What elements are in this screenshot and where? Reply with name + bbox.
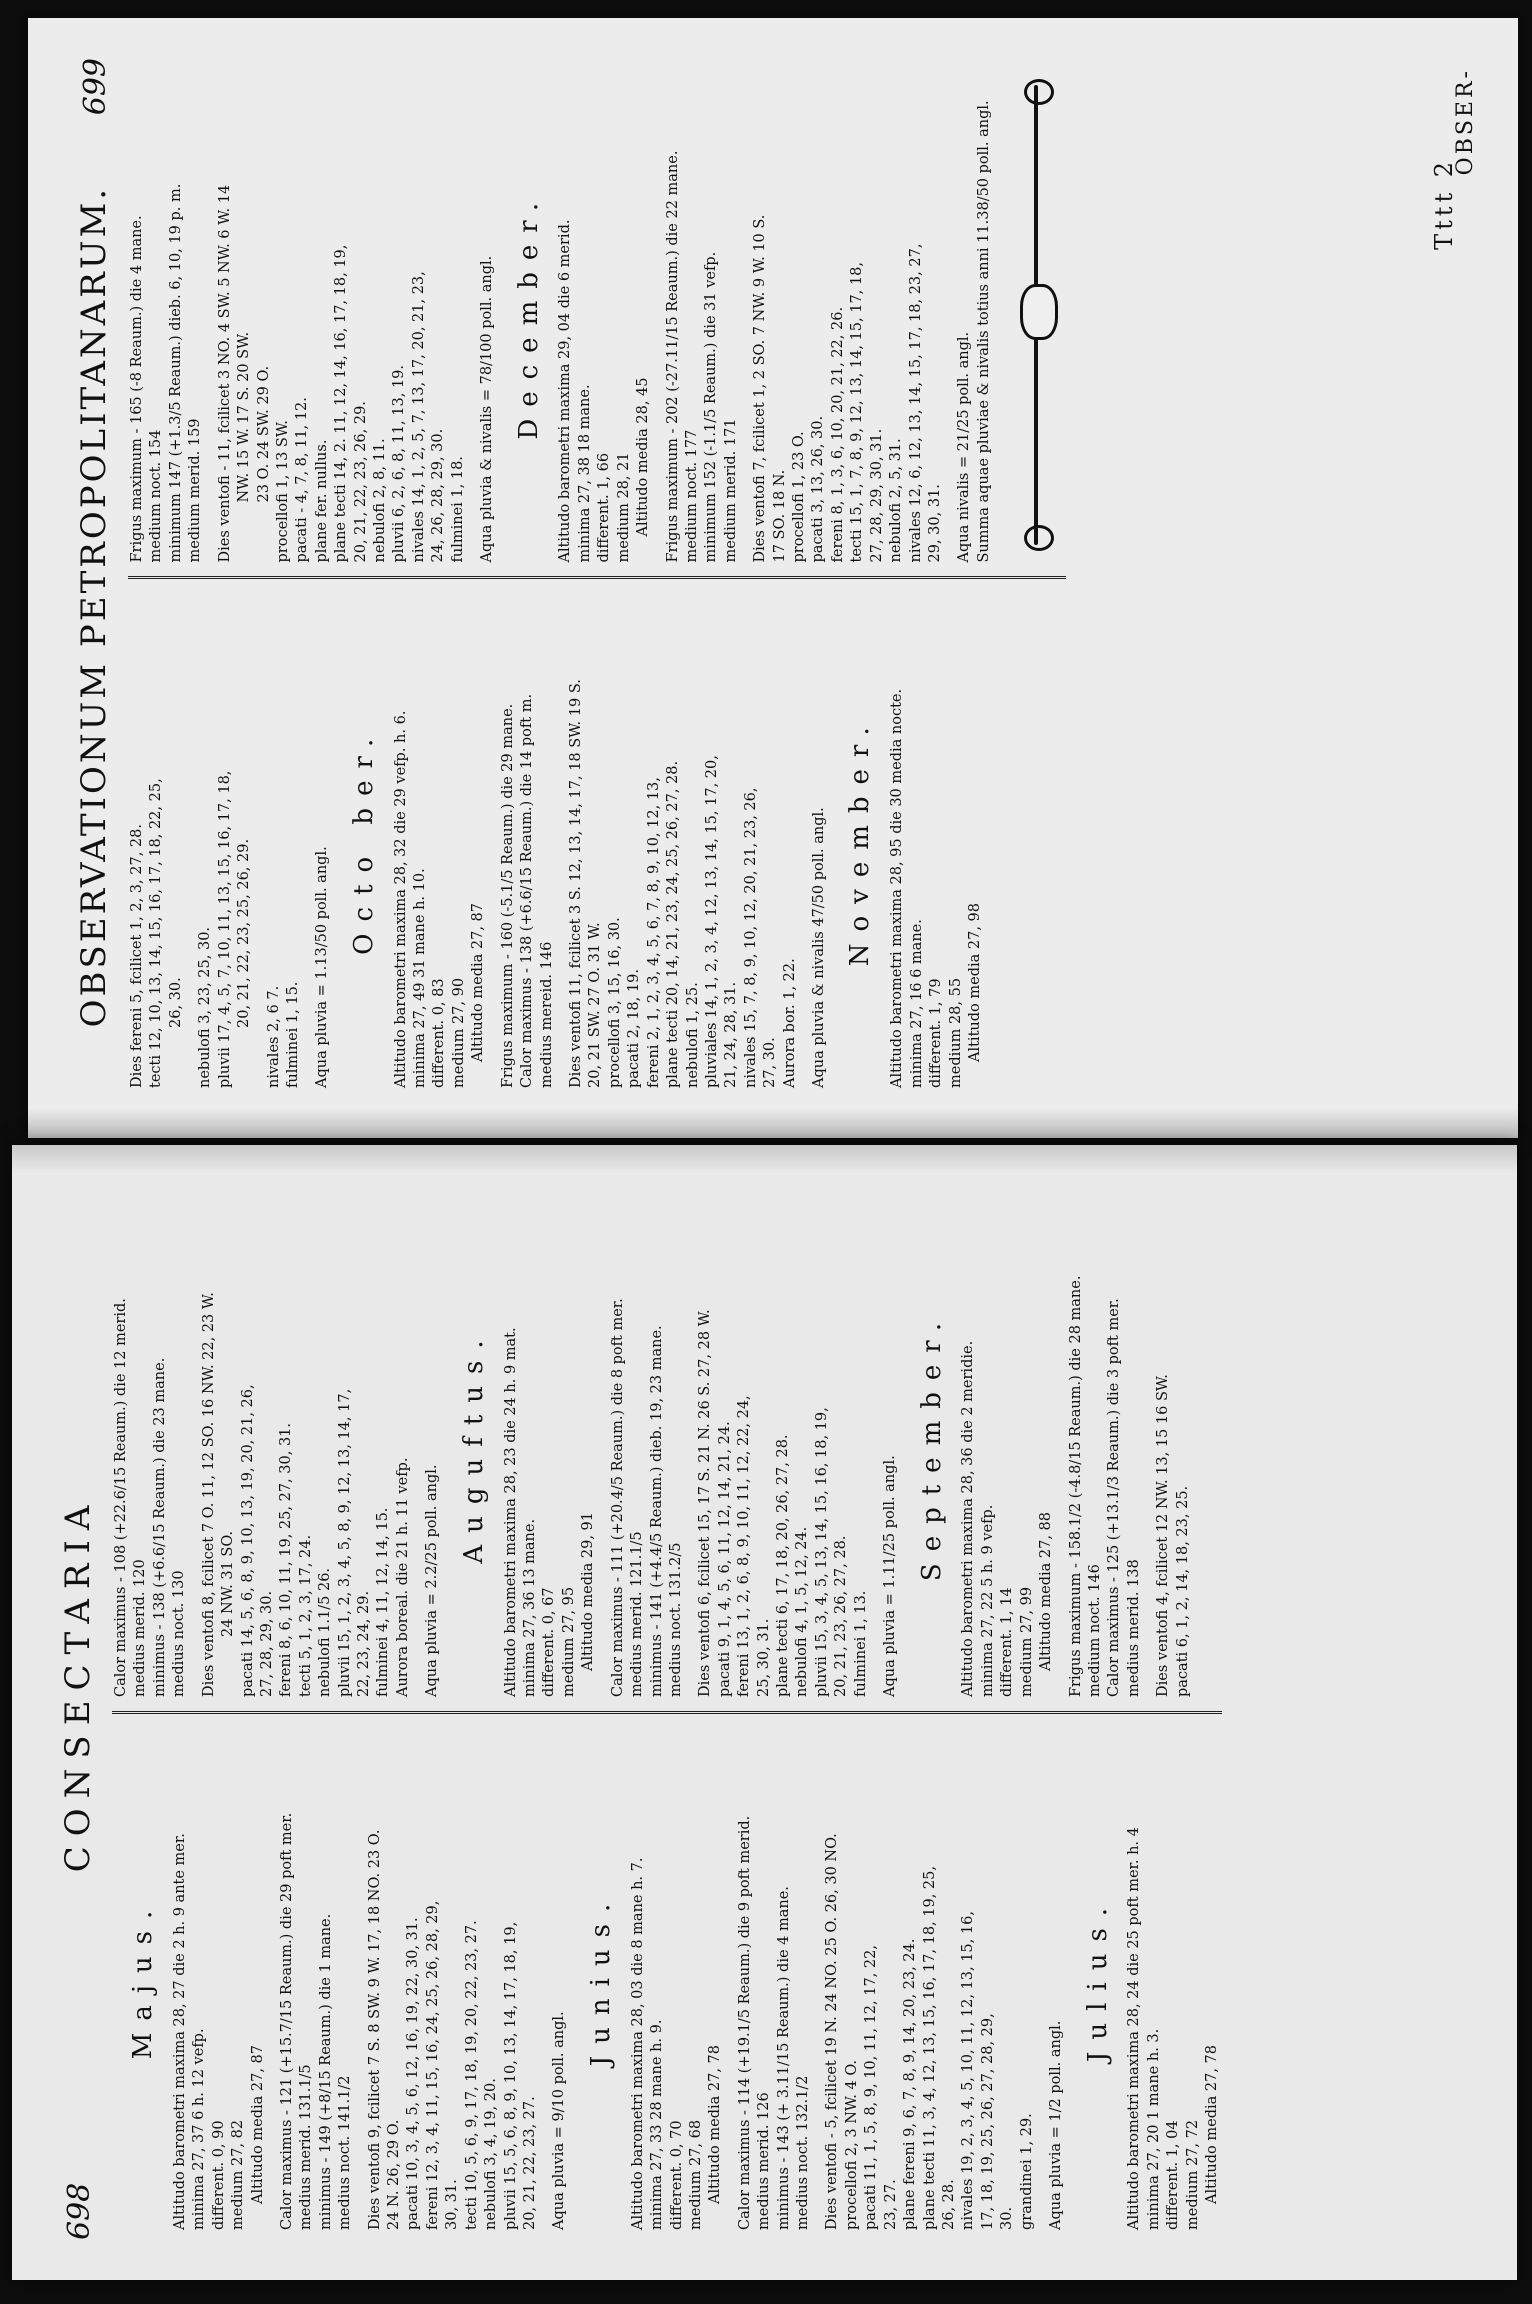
text-line: Altitudo barometri maxima 28, 95 die 30 media nocte.	[889, 688, 906, 1088]
text-line: medius merid. 121.1/5	[629, 1531, 646, 1697]
page-header	[52, 1165, 102, 2260]
text-line: 22, 23, 24, 29.	[356, 1590, 373, 1697]
text-line: Altitudo media 27, 98	[967, 903, 983, 1062]
text-line: different. 1, 66	[596, 452, 613, 563]
text-line: pacati 2, 18, 19.	[626, 969, 643, 1088]
text-line: pluvii 6, 2, 6, 8, 11, 13, 19.	[391, 364, 408, 563]
text-line: 23, 27.	[882, 2179, 899, 2230]
text-line: Altitudo barometri maxima 28, 32 die 29 vefp. h. 6.	[392, 710, 409, 1088]
month-heading-december: December.	[513, 190, 544, 440]
text-line: Calor maximus - 138 (+6.6/15 Reaum.) die 14 poft m.	[519, 693, 536, 1088]
text-line: pluvii 15, 3, 4, 5, 13, 14, 15, 16, 18, 19,	[813, 1407, 830, 1697]
text-line: fereni 2, 1, 2, 3, 4, 5, 6, 7, 8, 9, 10, 12, 13,	[645, 777, 662, 1088]
text-line: Aqua pluvia & nivalis 47/50 poll. angl.	[811, 807, 828, 1088]
text-line: Frigus maximum - 202 (-27.11/15 Reaum.) die 22 mane.	[664, 150, 681, 563]
text-line: pluvii 15, 1, 2, 3, 4, 5, 8, 9, 12, 13, 14, 17,	[336, 1388, 353, 1697]
text-line: different. 0, 70	[668, 2120, 685, 2230]
text-line: different. 1, 04	[1165, 2120, 1182, 2230]
text-line: 30, 31.	[444, 2179, 461, 2230]
text-line: medium noct. 154	[148, 429, 165, 563]
text-line: Altitudo barometri maxima 28, 23 die 24 h. 9 mat.	[502, 1327, 519, 1697]
text-line: Aqua pluvia = 1/2 poll. angl.	[1048, 2020, 1065, 2230]
text-line: 17, 18, 19, 25, 26, 27, 28, 29,	[979, 2013, 996, 2230]
text-line: medium 28, 55	[947, 977, 964, 1088]
text-line: plane fereni 9, 6, 7, 8, 9, 14, 20, 23, 24.	[902, 1938, 919, 2230]
text-line: medius merid. 126	[756, 2092, 773, 2230]
text-line: procellofi 2, 3 NW. 4 O.	[843, 2060, 860, 2230]
text-line: medius noct. 131.2/5	[667, 1542, 684, 1697]
text-line: minimum 147 (+1.3/5 Reaum.) dieb. 6, 10, 19 p. m.	[167, 183, 184, 563]
text-line: 27, 28, 29, 30, 31.	[868, 428, 885, 563]
ornament-curl-left	[1024, 525, 1054, 551]
text-line: fulminei 1, 15.	[284, 981, 301, 1088]
november-continued	[128, 68, 498, 563]
text-line: minima 27, 49 31 mane h. 10.	[412, 868, 429, 1088]
text-line: minima 27, 36 13 mane.	[522, 1518, 538, 1697]
signature-mark: Tttt 2	[1430, 158, 1458, 250]
text-line: medium merid. 159	[187, 418, 204, 563]
text-line: Altitudo media 29, 91	[580, 1512, 597, 1671]
text-line: tecti 12, 10, 13, 14, 15, 16, 17, 18, 22, 25,	[148, 778, 165, 1088]
running-head: OBSERVATIONUM PETROPOLITANARUM.	[74, 185, 114, 1028]
text-line: 27, 30.	[762, 1037, 779, 1088]
text-line: procellofi 1, 13 SW.	[274, 420, 291, 563]
text-line: medius merid. 138	[1125, 1559, 1142, 1697]
text-line: medium 27, 82	[230, 2119, 247, 2230]
month-heading-september: September.	[916, 1310, 947, 1582]
text-line: Aurora boreal. die 21 h. 11 vefp.	[394, 1457, 411, 1697]
text-line: nebulofi 2, 5, 31.	[888, 438, 905, 563]
page-number: 699	[78, 58, 113, 116]
text-line: Aqua nivalis = 21/25 poll. angl.	[956, 331, 973, 563]
text-line: 30.	[999, 2206, 1016, 2230]
text-line: 17 SO. 18 N.	[771, 469, 788, 563]
text-line: 23 O. 24 SW. 29 O.	[255, 365, 272, 503]
text-line: Aurora bor. 1, 22.	[781, 958, 798, 1088]
text-line: nebulofi 4, 1, 5, 12, 24.	[794, 1526, 811, 1697]
text-line: 24 NW. 31 SO.	[220, 1531, 237, 1637]
text-line: medium 27, 95	[560, 1586, 577, 1697]
text-line: medius noct. 141.1/2	[337, 2075, 354, 2230]
text-line: Aqua pluvia = 1.11/25 poll. angl.	[882, 1455, 899, 1697]
august-block	[502, 1195, 901, 1697]
text-line: Altitudo media 27, 88	[1038, 1512, 1055, 1671]
text-line: pacati 9, 1, 4, 5, 6, 11, 12, 14, 21, 24.	[716, 1421, 733, 1697]
month-heading-june: Junius.	[585, 1891, 616, 2067]
text-line: medium 27, 99	[1018, 1586, 1035, 1697]
december-block	[556, 68, 994, 563]
text-line: 20, 21, 22, 23, 25, 26, 29.	[236, 838, 253, 1028]
text-line: fulminei 4, 11, 12, 14, 15.	[375, 1507, 392, 1697]
text-line: minimus - 149 (+8/15 Reaum.) die 1 mane.	[317, 1913, 334, 2230]
text-line: fulminei 1, 18.	[449, 456, 466, 563]
text-line: nivales 19, 2, 3, 4, 5, 10, 11, 12, 13, 15, 16,	[960, 1911, 977, 2230]
text-line: fulminei 1, 13.	[852, 1590, 869, 1697]
text-line: 26, 28.	[941, 2179, 957, 2230]
text-line: Frigus maximum - 160 (-5.1/5 Reaum.) die 29 mane.	[499, 703, 516, 1088]
text-line: nivales 15, 7, 8, 9, 10, 12, 20, 21, 23, 26,	[742, 787, 759, 1088]
text-line: 24 N. 26, 29 O.	[386, 2119, 403, 2230]
text-line: plane tecti 20, 14, 21, 23, 24, 25, 26, 27, 28.	[665, 760, 682, 1088]
text-line: medius merid. 131.1/5	[298, 2064, 315, 2230]
text-line: Calor maximus - 114 (+19.1/5 Reaum.) die 9 poft merid.	[736, 1815, 753, 2230]
text-line: fereni 8, 6, 10, 11, 19, 25, 27, 30, 31.	[278, 1422, 295, 1697]
text-line: Dies ventofi 9, fcilicet 7 S. 8 SW. 9 W. 17, 18 NO. 23 O.	[366, 1829, 383, 2230]
text-line: Aqua pluvia = 9/10 poll. angl.	[551, 2011, 568, 2230]
text-line: Altitudo barometri maxima 28, 03 die 8 mane h. 7.	[629, 1857, 646, 2230]
page-number: 698	[62, 2182, 97, 2240]
text-line: Dies ventofi 6, fcilicet 15, 17 S. 21 N. 26 S. 27, 28 W.	[697, 1309, 714, 1697]
text-line: different. 0, 90	[210, 2120, 227, 2230]
text-line: Dies ventofi 4, fcilicet 12 NW. 13, 15 16 SW.	[1155, 1374, 1172, 1697]
text-line: minimus - 143 (+ 3.11/15 Reaum.) die 4 mane.	[775, 1886, 792, 2230]
text-line: pacati - 4, 7, 8, 11, 12.	[294, 397, 311, 563]
text-line: minima 27, 37 6 h. 12 vefp.	[191, 2028, 208, 2230]
page-698	[12, 1145, 1517, 2280]
text-line: Dies fereni 5, fcilicet 1, 2, 3, 27, 28.	[129, 824, 145, 1088]
text-line: nebulofi 1, 25.	[684, 982, 701, 1088]
text-line: Aqua pluvia = 2.2/25 poll. angl.	[424, 1464, 441, 1697]
text-line: nivales 12, 6, 12, 13, 14, 15, 17, 18, 23, 27,	[907, 243, 924, 563]
text-line: medium 28, 21	[615, 452, 632, 563]
text-line: Altitudo media 28, 45	[635, 377, 652, 537]
text-line: pacati 10, 3, 4, 5, 6, 12, 16, 19, 22, 30, 31.	[405, 1917, 422, 2230]
text-line: Dies ventofi 11, fcilicet 3 S. 12, 13, 14, 17, 18 SW. 19 S.	[568, 679, 584, 1088]
text-line: Summa aquae pluviae & nivalis totius anni 11.38/50 poll. angl.	[975, 100, 992, 563]
text-line: plane tecti 6, 17, 18, 20, 26, 27, 28.	[775, 1434, 792, 1697]
text-line: plane fer. nullus.	[313, 439, 330, 563]
july-block	[1125, 1728, 1222, 2230]
text-line: minima 27, 38 18 mane.	[576, 384, 593, 563]
text-line: different. 1, 79	[928, 978, 945, 1088]
page-698-content	[52, 1165, 1482, 2260]
two-columns	[102, 1165, 1222, 2260]
text-line: tecti 15, 1, 7, 8, 9, 12, 13, 14, 15, 17, 18,	[849, 262, 866, 563]
text-line: medius noct. 132.1/2	[795, 2075, 812, 2230]
month-heading-october: Octo ber.	[348, 726, 379, 955]
may-block	[171, 1728, 570, 2230]
text-line: Frigus maximum - 165 (-8 Reaum.) die 4 mane.	[129, 215, 145, 563]
ornament-knot	[1020, 284, 1058, 340]
text-line: plane tecti 14, 2. 11, 12, 14, 16, 17, 18, 19,	[333, 244, 350, 563]
text-line: grandinei 1, 29.	[1018, 2113, 1035, 2230]
text-line: Calor maximus - 111 (+20.4/5 Reaum.) die 8 poft mer.	[609, 1298, 626, 1697]
text-line: Calor maximus - 125 (+13.1/3 Reaum.) die 3 poft mer.	[1106, 1298, 1123, 1697]
text-line: pacati 14, 5, 6, 8, 9, 10, 13, 19, 20, 21, 26,	[239, 1384, 256, 1697]
text-line: minimus - 138 (+6.6/15 Reaum.) die 23 mane.	[151, 1357, 168, 1697]
text-line: pacati 6, 1, 2, 14, 18, 23, 25.	[1174, 1485, 1191, 1697]
text-line: minima 27, 22 5 h. 9 vefp.	[979, 1504, 996, 1697]
text-line: pacati 3, 13, 26, 30.	[810, 415, 827, 563]
november-block	[888, 594, 985, 1089]
text-line: 20, 21 SW. 27 O. 31 W.	[587, 922, 604, 1088]
text-line: minima 27, 16 6 mane.	[908, 919, 925, 1088]
text-line: Altitudo media 27, 78	[1204, 2045, 1221, 2204]
month-heading-may: Majus.	[128, 1898, 158, 2060]
ornament-rule	[1016, 85, 1056, 545]
text-line: nebulofi 3, 23, 25, 30.	[197, 926, 214, 1088]
ornament-curl-right	[1024, 79, 1054, 105]
text-line: 25, 30, 31.	[755, 1618, 772, 1697]
text-line: Altitudo media 27, 78	[707, 2045, 724, 2204]
text-line: medius mereid. 146	[538, 941, 555, 1088]
text-line: 20, 21, 22, 23, 26, 29.	[352, 401, 369, 563]
september-continued	[128, 594, 333, 1089]
text-line: medium noct. 177	[683, 429, 700, 563]
october-block	[392, 594, 830, 1089]
text-line: medium merid. 171	[722, 418, 739, 563]
left-column	[128, 580, 1066, 1103]
right-column	[112, 1181, 1222, 1714]
left-column	[112, 1714, 1222, 2244]
text-line: tecti 5, 1, 2, 3, 17, 24.	[297, 1534, 314, 1697]
text-line: Calor maximus - 121 (+15.7/15 Reaum.) die 29 poft mer.	[278, 1812, 295, 2230]
text-line: 24, 26, 28, 29, 30.	[430, 428, 447, 563]
text-line: 26, 30.	[167, 977, 184, 1028]
month-heading-august: Auguftus.	[458, 1328, 489, 1564]
month-heading-july: Julius.	[1082, 1895, 1113, 2063]
text-line: fereni 13, 1, 2, 6, 8, 9, 10, 11, 12, 22, 24,	[736, 1395, 753, 1697]
text-line: pacati 11, 1, 5, 8, 9, 10, 11, 12, 17, 22,	[863, 1945, 880, 2230]
text-line: minima 27, 20 1 mane h. 3.	[1145, 2028, 1162, 2230]
text-line: medium 27, 72	[1184, 2119, 1201, 2230]
running-head: CONSECTARIA	[58, 1495, 98, 1873]
text-line: medius noct. 130	[171, 1570, 188, 1697]
text-line: medium 27, 90	[450, 977, 467, 1088]
page-header	[68, 38, 118, 1118]
text-line: Dies ventofi - 5, fcilicet 19 N. 24 NO. 25 O. 26, 30 NO.	[824, 1833, 841, 2230]
text-line: 29, 30, 31.	[927, 484, 944, 563]
text-line: Altitudo barometri maxima 28, 36 die 2 meridie.	[960, 1340, 977, 1697]
text-line: nivales 2, 6 7.	[265, 985, 282, 1088]
text-line: 20, 21, 23, 26, 27, 28.	[833, 1535, 850, 1697]
text-line: 20, 21, 22, 23, 27.	[522, 2096, 538, 2230]
text-line: nebulofi 1.1/5 26.	[317, 1567, 334, 1697]
text-line: procellofi 3, 15, 16, 30.	[606, 917, 623, 1088]
text-line: medius merid. 120	[132, 1559, 149, 1697]
july-continued	[112, 1195, 443, 1697]
catchword: OBSER-	[1453, 68, 1478, 176]
text-line: nebulofi 2, 8, 11.	[372, 438, 389, 563]
text-line: minimus - 141 (+4.4/5 Reaum.) dieb. 19, 23 mane.	[648, 1325, 665, 1697]
text-line: pluviales 14, 1, 2, 3, 4, 12, 13, 14, 15, 17, 20,	[703, 755, 720, 1088]
text-line: minimum 152 (-1.1/5 Reaum.) die 31 vefp.	[703, 251, 720, 563]
text-line: Dies ventofi 8, fcilicet 7 O. 11, 12 SO. 16 NW. 22, 23 W.	[200, 1292, 217, 1697]
text-line: tecti 10, 5, 6, 9, 17, 18, 19, 20, 22, 23, 27.	[463, 1920, 480, 2230]
text-line: different. 0, 67	[541, 1587, 558, 1697]
two-columns	[118, 38, 1066, 1118]
text-line: procellofi 1, 23 O.	[791, 431, 808, 563]
text-line: nebulofi 3, 4, 19, 20.	[483, 2078, 500, 2230]
text-line: medium 27, 68	[687, 2119, 704, 2230]
text-line: Altitudo barometri maxima 28, 27 die 2 h. 9 ante mer.	[171, 1833, 188, 2230]
page-699	[28, 18, 1518, 1138]
text-line: Calor maximus - 108 (+22.6/15 Reaum.) die 12 merid.	[113, 1298, 129, 1697]
text-line: minima 27, 33 28 mane h. 9.	[649, 2019, 666, 2230]
text-line: Aqua pluvia = 1.13/50 poll. angl.	[314, 846, 331, 1088]
september-block	[959, 1195, 1193, 1697]
text-line: pluvii 17, 4, 5, 7, 10, 11, 13, 15, 16, 17, 18,	[216, 770, 233, 1088]
text-line: Altitudo media 27, 87	[470, 903, 487, 1062]
text-line: fereni 8, 1, 3, 6, 10, 20, 21, 22, 26.	[829, 306, 846, 563]
text-line: medium noct. 146	[1086, 1564, 1103, 1697]
text-line: pluvii 15, 5, 6, 8, 9, 10, 13, 14, 17, 18, 19,	[502, 1921, 519, 2230]
text-line: different. 1, 14	[999, 1587, 1016, 1697]
text-line: 27, 28, 29, 30.	[258, 1590, 275, 1697]
right-column	[128, 54, 1066, 580]
month-heading-november: November.	[845, 715, 876, 967]
text-line: 21, 24, 28, 31.	[723, 981, 740, 1088]
text-line: nivales 14, 1, 2, 5, 7, 13, 17, 20, 21, 23,	[410, 271, 427, 563]
text-line: Aqua pluvia & nivalis = 78/100 poll. angl.	[479, 255, 496, 563]
text-line: plane tecti 11, 3, 4, 12, 13, 15, 16, 17, 18, 19, 25,	[921, 1866, 938, 2230]
june-block	[629, 1728, 1067, 2230]
text-line: Altitudo barometri maxima 28, 24 die 25 poft mer. h. 4	[1126, 1827, 1143, 2230]
text-line: Frigus maximum - 158.1/2 (-4.8/15 Reaum.) die 28 mane.	[1067, 1275, 1084, 1697]
page-699-content	[68, 38, 1488, 1118]
text-line: Dies ventofi - 11, fcilicet 3 NO. 4 SW. 5 NW. 6 W. 14	[216, 184, 233, 563]
text-line: fereni 12, 3, 4, 11, 15, 16, 24, 25, 26, 28, 29,	[424, 1900, 441, 2230]
text-line: Altitudo media 27, 87	[249, 2045, 266, 2204]
text-line: different. 0, 83	[431, 978, 448, 1088]
text-line: Dies ventofi 7, fcilicet 1, 2 SO. 7 NW. 9 W. 10 S.	[752, 214, 769, 563]
text-line: Altitudo barometri maxima 29, 04 die 6 merid.	[557, 219, 574, 563]
text-line: NW. 15 W. 17 S. 20 SW.	[236, 331, 253, 503]
